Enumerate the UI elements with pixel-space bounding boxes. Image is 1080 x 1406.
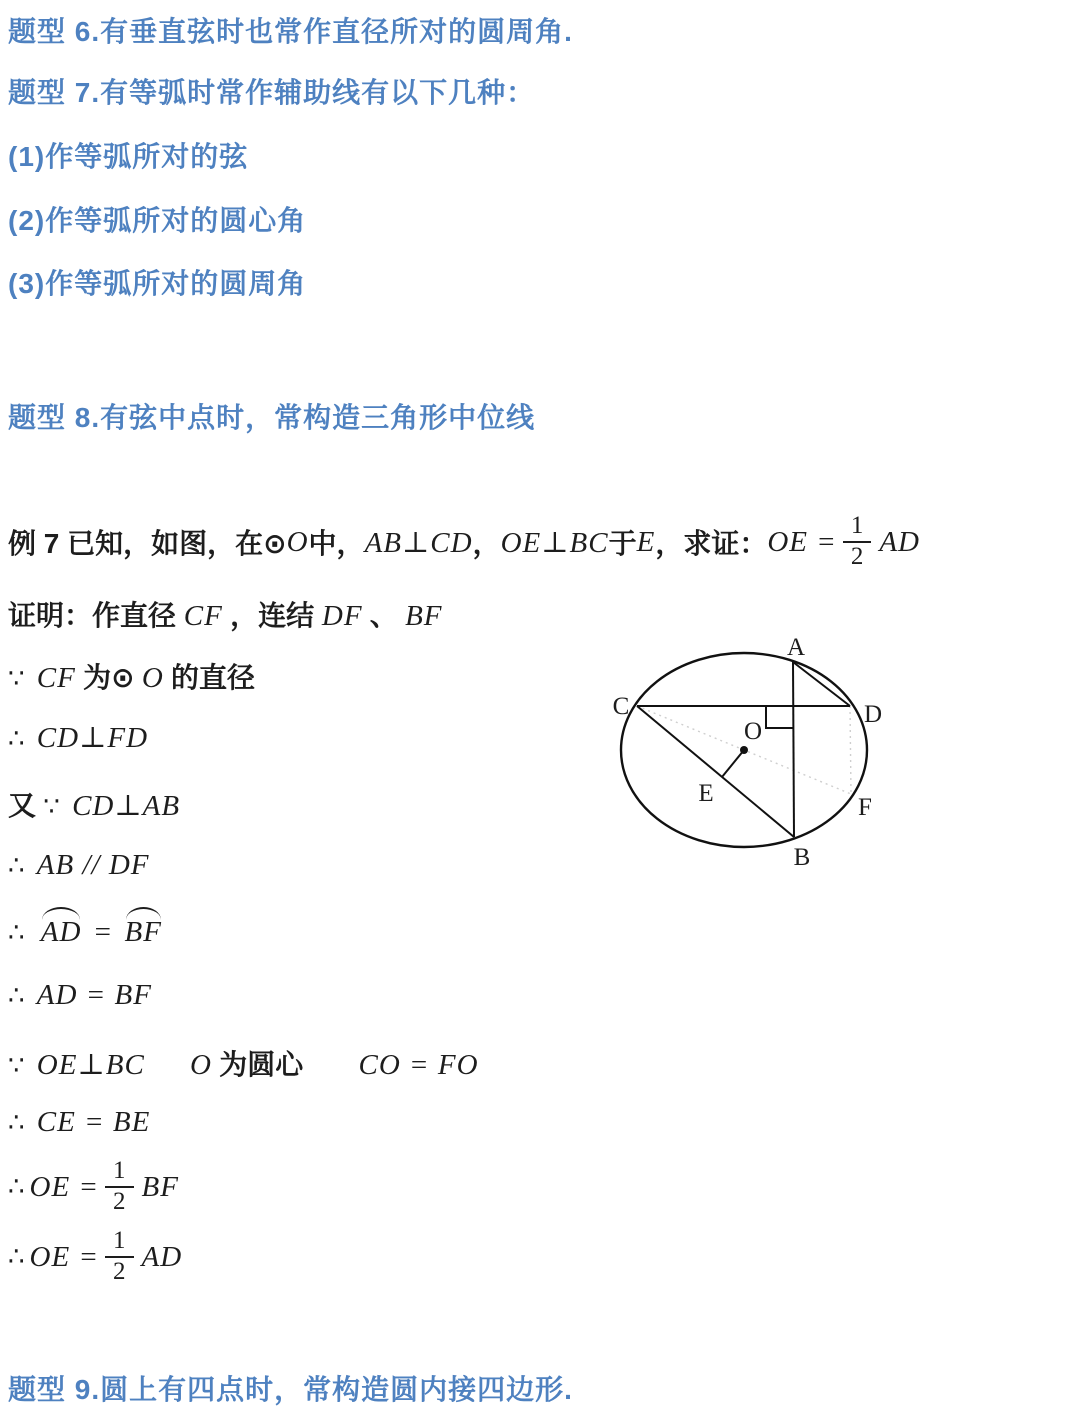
fraction-numerator: 1	[105, 1227, 134, 1258]
math-df: DF	[321, 600, 363, 632]
therefore-symbol: ∴	[8, 851, 25, 881]
therefore-symbol: ∴	[8, 1108, 25, 1138]
proof-line-6	[8, 916, 166, 949]
because-symbol: ∵	[43, 792, 60, 822]
math-bf: BF	[405, 600, 443, 632]
label-point-f: F	[858, 794, 872, 821]
math-cf: CF	[183, 600, 223, 632]
math-ab-parallel-df: AB // DF	[36, 849, 150, 881]
proof-line-4	[8, 784, 180, 824]
math-oe-equals: OE =	[29, 1170, 100, 1203]
math-ad-eq-bf: AD = BF	[36, 979, 152, 1011]
proof-chinese: 的直径	[171, 662, 256, 693]
proof-line-2	[8, 656, 255, 696]
fraction-denominator: 2	[113, 1258, 126, 1285]
heading-type8: 题型 8.有弦中点时，常构造三角形中位线	[8, 402, 536, 433]
proof-chinese: 、	[369, 600, 398, 631]
fraction-denominator: 2	[113, 1188, 126, 1215]
math-oe-perp-bc: OE⊥BC	[36, 1049, 145, 1081]
example7-chinese-at: 于	[608, 528, 637, 559]
proof-chinese: 又	[8, 790, 37, 821]
proof-chinese-center: 为圆心	[219, 1049, 304, 1080]
math-o: O	[141, 662, 164, 694]
because-symbol: ∵	[8, 1051, 25, 1081]
proof-line-1	[8, 594, 443, 634]
proof-line-7	[8, 979, 152, 1012]
arc-ad: AD	[40, 916, 82, 948]
label-point-a: A	[786, 634, 806, 661]
example7-center-symbol: O	[286, 525, 309, 558]
example7-prove-label: ，求证：	[655, 528, 768, 559]
label-center-o: O	[743, 718, 763, 745]
therefore-symbol: ∴	[8, 918, 25, 948]
example7-chinese: 中，	[308, 528, 365, 559]
label-point-e: E	[698, 780, 714, 807]
proof-chinese: 为⊙	[83, 662, 135, 693]
proof-line-5	[8, 849, 150, 882]
fraction-one-half	[105, 1157, 134, 1217]
circle-diagram	[600, 625, 900, 875]
heading-type9: 题型 9.圆上有四点时，常构造圆内接四边形.	[8, 1374, 573, 1405]
therefore-symbol: ∴	[8, 981, 25, 1011]
math-ad: AD	[141, 1240, 183, 1273]
fraction-one-half	[105, 1227, 134, 1287]
proof-line-3	[8, 720, 148, 755]
math-cd-perp-fd: CD⊥FD	[36, 722, 149, 754]
example7-equation-lhs: OE =	[767, 525, 837, 558]
therefore-symbol: ∴	[8, 724, 25, 754]
label-point-d: D	[863, 701, 883, 728]
math-bf: BF	[141, 1170, 179, 1203]
proof-line-11	[8, 1222, 182, 1292]
chord-cb	[637, 706, 794, 837]
example7-equation-rhs: AD	[879, 525, 920, 558]
list-item-3: (3)作等弧所对的圆周角	[8, 268, 307, 299]
example7-math-ab-cd: AB⊥CD	[364, 526, 473, 559]
fraction-one-half	[843, 512, 872, 572]
fraction-numerator: 1	[843, 512, 872, 543]
math-o: O	[190, 1049, 212, 1081]
heading-type6: 题型 6.有垂直弦时也常作直径所对的圆周角.	[8, 16, 573, 47]
example7-comma: ，	[472, 528, 501, 559]
fraction-numerator: 1	[105, 1157, 134, 1188]
list-item-1: (1)作等弧所对的弦	[8, 141, 249, 172]
label-point-b: B	[793, 844, 811, 871]
proof-chinese: ，连结	[230, 600, 322, 631]
math-cd-perp-ab: CD⊥AB	[72, 790, 181, 822]
segment-oe	[722, 750, 744, 777]
right-angle-mark	[766, 706, 793, 728]
math-oe-equals: OE =	[29, 1240, 100, 1273]
math-cf: CF	[36, 662, 76, 694]
center-point-o	[740, 746, 748, 754]
chord-ad	[793, 662, 850, 706]
chord-ab	[793, 662, 794, 837]
proof-line-8	[8, 1043, 479, 1083]
proof-line-10	[8, 1152, 179, 1222]
example7-math-oe-bc: OE⊥BC	[500, 526, 609, 559]
equals-sign: =	[92, 916, 114, 948]
arc-bf: BF	[124, 916, 162, 948]
label-point-c: C	[612, 693, 630, 720]
example7-point-e: E	[636, 525, 656, 558]
chord-df-dotted	[850, 706, 851, 794]
math-ce-eq-be: CE = BE	[36, 1106, 151, 1138]
proof-line-9	[8, 1106, 150, 1139]
therefore-symbol: ∴	[8, 1242, 25, 1272]
example7-statement	[8, 500, 920, 584]
math-co-eq-fo: CO = FO	[358, 1049, 479, 1081]
because-symbol: ∵	[8, 664, 25, 694]
list-item-2: (2)作等弧所对的圆心角	[8, 205, 307, 236]
heading-type7: 题型 7.有等弧时常作辅助线有以下几种：	[8, 77, 536, 108]
therefore-symbol: ∴	[8, 1172, 25, 1202]
example7-chinese-prefix: 例 7 已知，如图，在⊙	[8, 528, 287, 559]
fraction-denominator: 2	[850, 543, 864, 570]
proof-chinese: 证明：作直径	[8, 600, 184, 631]
